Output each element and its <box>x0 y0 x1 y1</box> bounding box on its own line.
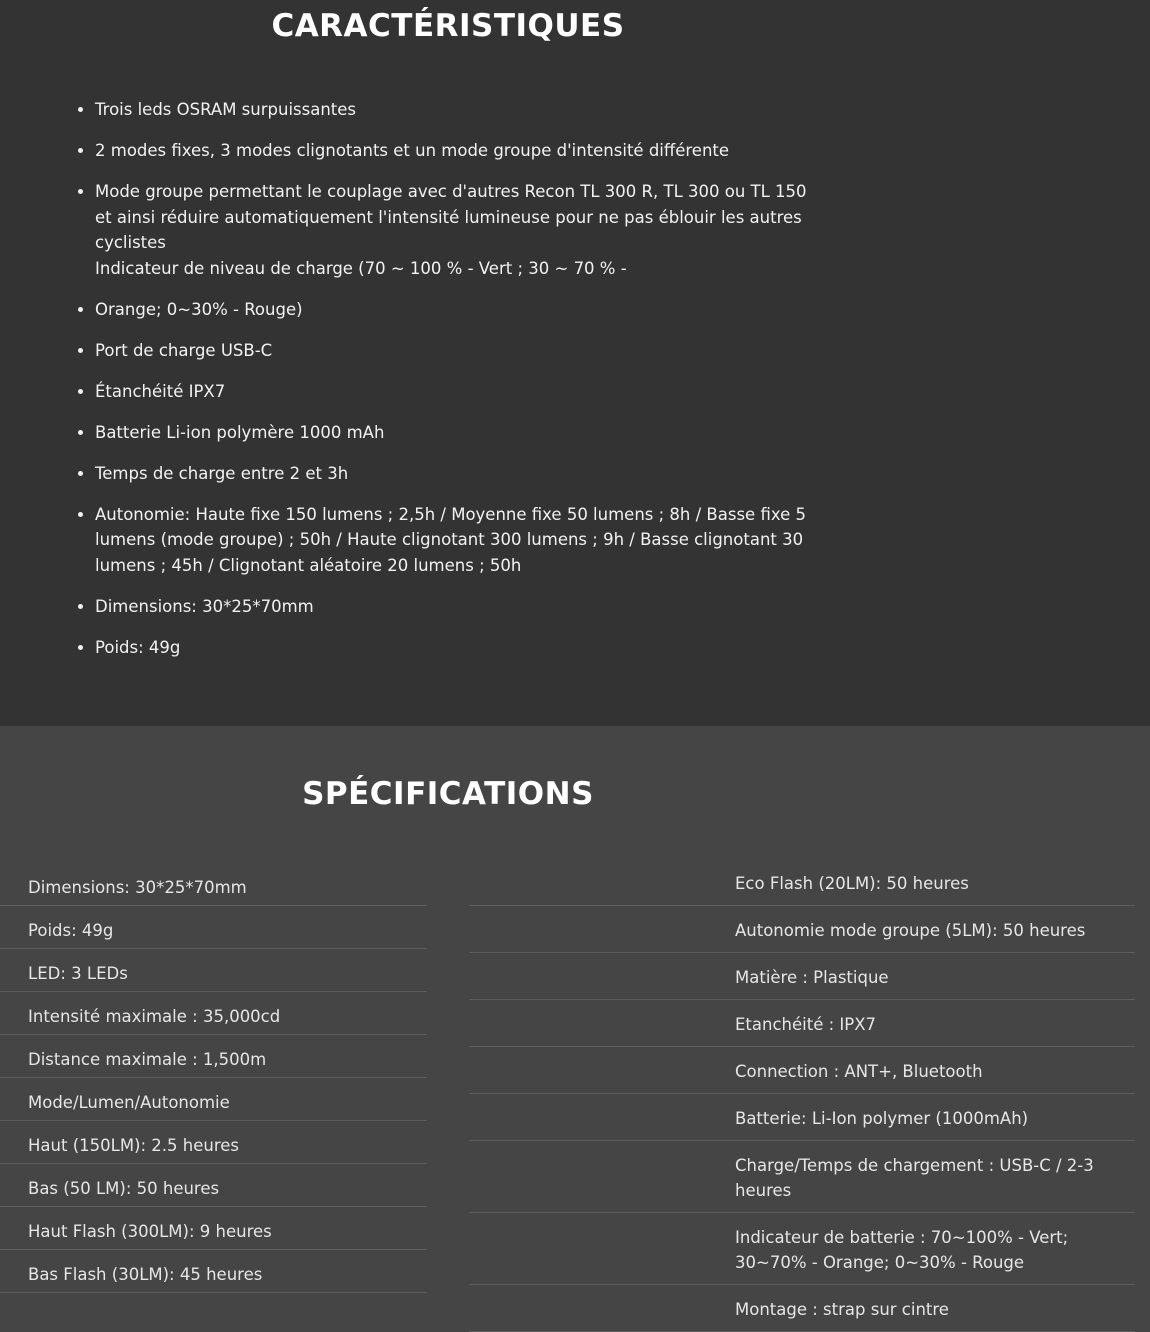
spec-row: Matière : Plastique <box>469 953 1135 1000</box>
spec-row: Poids: 49g <box>0 906 427 949</box>
features-title: CARACTÉRISTIQUES <box>271 8 625 44</box>
spec-row: Distance maximale : 1,500m <box>0 1035 427 1078</box>
spec-row: Bas Flash (30LM): 45 heures <box>0 1250 427 1293</box>
feature-item-text: Mode groupe permettant le couplage avec d'autres Recon TL 300 R, TL 300 ou TL 150 et ainsi réduire automatiquement l'intensité lumineuse pour ne pas éblouir les autres cyclistes <box>95 182 807 252</box>
spec-row: Montage : strap sur cintre <box>469 1285 1135 1332</box>
feature-item: • Orange; 0~30% - Rouge) <box>95 297 815 323</box>
spec-row: Mode/Lumen/Autonomie <box>0 1078 427 1121</box>
spec-row: Bas (50 LM): 50 heures <box>0 1164 427 1207</box>
feature-item: • Trois leds OSRAM surpuissantes <box>95 97 815 123</box>
feature-item: • 2 modes fixes, 3 modes clignotants et un mode groupe d'intensité différente <box>95 138 815 164</box>
specs-right-column <box>469 859 1135 1332</box>
spec-row: Connection : ANT+, Bluetooth <box>469 1047 1135 1094</box>
spec-row: Charge/Temps de chargement : USB-C / 2-3 heures <box>469 1141 1135 1213</box>
feature-item: • Autonomie: Haute fixe 150 lumens ; 2,5h / Moyenne fixe 50 lumens ; 8h / Basse fixe 5 lumens (mode groupe) ; 50h / Haute clignotant 300 lumens ; 9h / Basse clignotant 30 lumens ; 45h / Clignotant aléatoire 20 lumens ; 50h <box>95 502 815 579</box>
feature-item: • Étanchéité IPX7 <box>95 379 815 405</box>
spec-row: Haut Flash (300LM): 9 heures <box>0 1207 427 1250</box>
specs-left-column <box>0 863 427 1293</box>
feature-item: • Temps de charge entre 2 et 3h <box>95 461 815 487</box>
feature-item <box>95 179 815 281</box>
spec-row: Dimensions: 30*25*70mm <box>0 863 427 906</box>
spec-row: Haut (150LM): 2.5 heures <box>0 1121 427 1164</box>
spec-row: LED: 3 LEDs <box>0 949 427 992</box>
feature-item: • Poids: 49g <box>95 635 815 661</box>
feature-item-text-2: Indicateur de niveau de charge (70 ~ 100 % - Vert ; 30 ~ 70 % - <box>95 258 627 278</box>
feature-item: • Dimensions: 30*25*70mm <box>95 594 815 620</box>
feature-item: • Batterie Li-ion polymère 1000 mAh <box>95 420 815 446</box>
spec-row: Indicateur de batterie : 70~100% - Vert; 30~70% - Orange; 0~30% - Rouge <box>469 1213 1135 1285</box>
specs-title: SPÉCIFICATIONS <box>302 776 594 812</box>
feature-item: • Port de charge USB-C <box>95 338 815 364</box>
spec-row: Autonomie mode groupe (5LM): 50 heures <box>469 906 1135 953</box>
spec-row: Intensité maximale : 35,000cd <box>0 992 427 1035</box>
features-list <box>75 97 815 676</box>
spec-row: Eco Flash (20LM): 50 heures <box>469 859 1135 906</box>
spec-row: Batterie: Li-Ion polymer (1000mAh) <box>469 1094 1135 1141</box>
specs-section <box>0 726 1150 1322</box>
spec-row: Etanchéité : IPX7 <box>469 1000 1135 1047</box>
